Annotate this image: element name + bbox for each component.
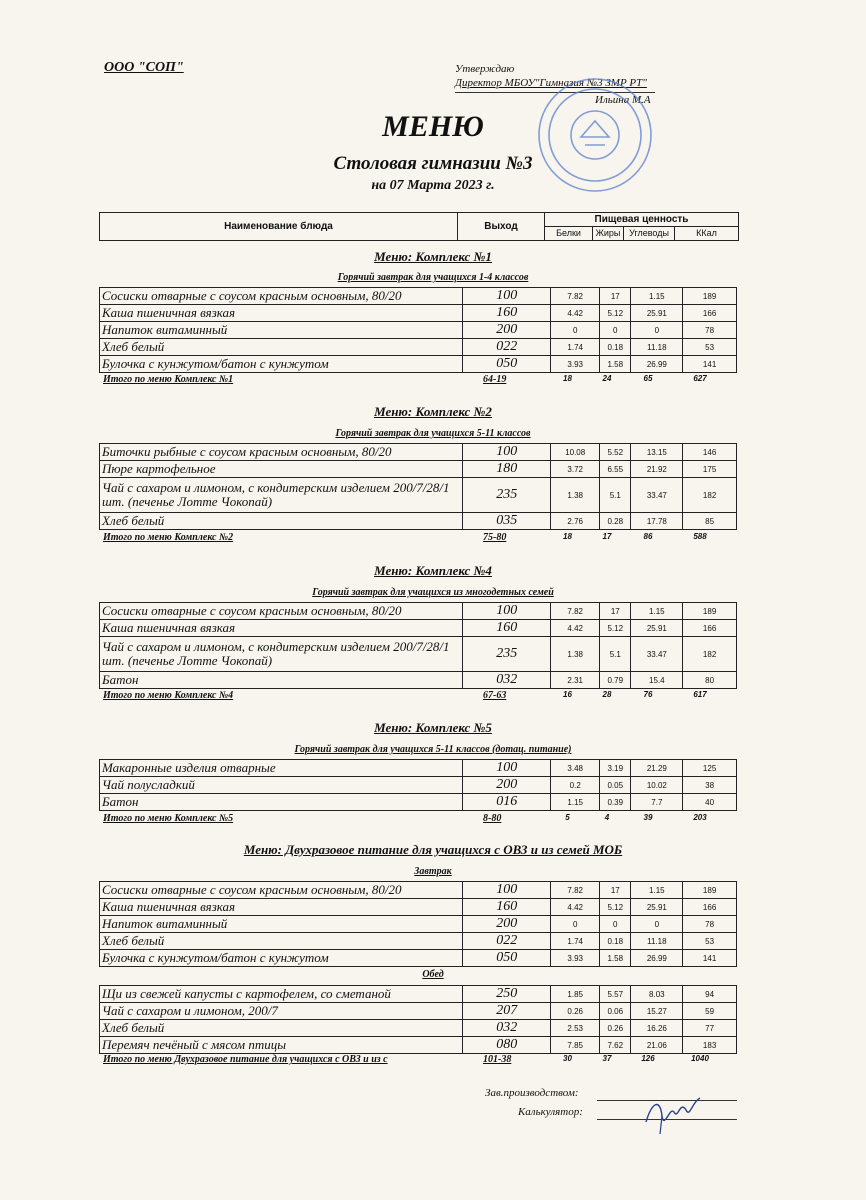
dish-output: 100: [463, 882, 551, 899]
dish-table: [99, 985, 737, 1054]
section-group: Горячий завтрак для учащихся 5-11 классов: [335, 428, 531, 439]
dish-proteins: 10.08: [551, 444, 600, 461]
dish-name: Чай с сахаром и лимоном, 200/7: [100, 1003, 463, 1020]
dish-proteins: 1.85: [551, 986, 600, 1003]
dish-carbs: 25.91: [631, 305, 683, 322]
page-title: МЕНЮ: [382, 110, 484, 143]
total-b: 18: [563, 374, 572, 383]
dish-proteins: 1.38: [551, 478, 600, 513]
dish-carbs: 16.26: [631, 1020, 683, 1037]
dish-output: 160: [463, 899, 551, 916]
dish-fats: 0.18: [600, 933, 631, 950]
header-nutrition: Пищевая ценность: [545, 213, 738, 227]
table-row: [100, 933, 737, 950]
dish-fats: 5.12: [600, 899, 631, 916]
dish-output: 016: [463, 794, 551, 811]
dish-output: 032: [463, 1020, 551, 1037]
dish-fats: 0: [600, 322, 631, 339]
dish-kcal: 38: [683, 777, 737, 794]
company-name: ООО "СОП": [104, 60, 184, 75]
dish-name: Напиток витаминный: [100, 916, 463, 933]
dish-proteins: 7.85: [551, 1037, 600, 1054]
dish-kcal: 189: [683, 603, 737, 620]
lunch-label: Обед: [422, 969, 444, 980]
dish-fats: 17: [600, 603, 631, 620]
table-row: [100, 603, 737, 620]
header-proteins: Белки: [545, 227, 593, 240]
dish-name: Чай с сахаром и лимоном, с кондитерским изделием 200/7/28/1 шт. (печенье Лотте Чокопай): [100, 478, 463, 513]
total-output: 8-80: [483, 813, 502, 824]
header-fats: Жиры: [593, 227, 624, 240]
section-title: Меню: Комплекс №2: [374, 404, 492, 419]
dish-table: [99, 759, 737, 811]
dish-name: Хлеб белый: [100, 1020, 463, 1037]
dish-output: 050: [463, 356, 551, 373]
dish-output: 160: [463, 620, 551, 637]
total-b: 18: [563, 532, 572, 541]
table-row: [100, 444, 737, 461]
dish-carbs: 1.15: [631, 882, 683, 899]
total-output: 67-63: [483, 690, 507, 701]
dish-kcal: 40: [683, 794, 737, 811]
dish-proteins: 0: [551, 916, 600, 933]
dish-name: Хлеб белый: [100, 933, 463, 950]
table-row: [100, 672, 737, 689]
dish-kcal: 189: [683, 288, 737, 305]
dish-carbs: 1.15: [631, 288, 683, 305]
table-row: [100, 513, 737, 530]
dish-fats: 7.62: [600, 1037, 631, 1054]
total-output: 75-80: [483, 532, 507, 543]
total-c: 65: [643, 374, 653, 383]
dish-fats: 5.12: [600, 620, 631, 637]
dish-output: 100: [463, 444, 551, 461]
total-b: 5: [565, 813, 570, 822]
section-title: Меню: Комплекс №1: [374, 249, 492, 264]
dish-name: Щи из свежей капусты с картофелем, со сметаной: [100, 986, 463, 1003]
dish-fats: 0.05: [600, 777, 631, 794]
table-row: [100, 986, 737, 1003]
dish-kcal: 53: [683, 339, 737, 356]
dish-carbs: 21.92: [631, 461, 683, 478]
dish-fats: 6.55: [600, 461, 631, 478]
dish-proteins: 1.38: [551, 637, 600, 672]
table-row: [100, 1037, 737, 1054]
total-f: 37: [602, 1054, 612, 1063]
dish-carbs: 11.18: [631, 339, 683, 356]
dish-carbs: 0: [631, 322, 683, 339]
table-row: [100, 899, 737, 916]
dish-carbs: 8.03: [631, 986, 683, 1003]
dish-fats: 0: [600, 916, 631, 933]
total-label: Итого по меню Комплекс №1: [103, 374, 234, 385]
dish-output: 100: [463, 603, 551, 620]
table-row: [100, 794, 737, 811]
table-row: [100, 777, 737, 794]
total-output: 64-19: [483, 374, 507, 385]
dish-carbs: 21.06: [631, 1037, 683, 1054]
dish-carbs: 15.4: [631, 672, 683, 689]
breakfast-label: Завтрак: [414, 866, 452, 877]
dish-output: 100: [463, 760, 551, 777]
dish-output: 200: [463, 916, 551, 933]
dish-proteins: 0.26: [551, 1003, 600, 1020]
two-meal-title: Меню: Двухразовое питание для учащихся с ОВЗ и из семей МОБ: [243, 842, 623, 857]
dish-carbs: 25.91: [631, 899, 683, 916]
total-row: [103, 374, 737, 386]
dish-output: 022: [463, 933, 551, 950]
table-row: [100, 882, 737, 899]
dish-proteins: 3.93: [551, 950, 600, 967]
section-title: Меню: Комплекс №4: [374, 563, 492, 578]
dish-fats: 1.58: [600, 356, 631, 373]
section-title: Меню: Комплекс №5: [374, 720, 492, 735]
dish-output: 032: [463, 672, 551, 689]
total-k: 1040: [691, 1054, 709, 1063]
dish-kcal: 125: [683, 760, 737, 777]
menu-date: на 07 Марта 2023 г.: [371, 178, 495, 193]
dish-name: Напиток витаминный: [100, 322, 463, 339]
dish-name: Хлеб белый: [100, 339, 463, 356]
dish-proteins: 3.72: [551, 461, 600, 478]
dish-carbs: 26.99: [631, 950, 683, 967]
table-row: [100, 637, 737, 672]
table-row: [100, 305, 737, 322]
dish-kcal: 166: [683, 620, 737, 637]
dish-fats: 5.1: [600, 637, 631, 672]
dish-name: Каша пшеничная вязкая: [100, 305, 463, 322]
dish-proteins: 1.74: [551, 933, 600, 950]
dish-carbs: 10.02: [631, 777, 683, 794]
dish-name: Булочка с кунжутом/батон с кунжутом: [100, 356, 463, 373]
dish-name: Каша пшеничная вязкая: [100, 899, 463, 916]
dish-fats: 5.12: [600, 305, 631, 322]
dish-proteins: 0.2: [551, 777, 600, 794]
dish-proteins: 3.48: [551, 760, 600, 777]
total-label: Итого по меню Комплекс №5: [103, 813, 234, 824]
dish-output: 035: [463, 513, 551, 530]
dish-name: Батон: [100, 672, 463, 689]
dish-carbs: 0: [631, 916, 683, 933]
table-header: [99, 212, 739, 241]
total-c: 86: [643, 532, 653, 541]
dish-carbs: 17.78: [631, 513, 683, 530]
table-row: [100, 1003, 737, 1020]
total-f: 4: [604, 813, 610, 822]
dish-carbs: 26.99: [631, 356, 683, 373]
table-row: [100, 356, 737, 373]
dish-kcal: 80: [683, 672, 737, 689]
dish-proteins: 2.53: [551, 1020, 600, 1037]
dish-output: 235: [463, 478, 551, 513]
dish-kcal: 141: [683, 950, 737, 967]
header-kcal: ККал: [696, 228, 717, 238]
dish-proteins: 4.42: [551, 305, 600, 322]
dish-name: Батон: [100, 794, 463, 811]
section-group: Горячий завтрак для учащихся из многодетных семей: [312, 587, 554, 598]
dish-output: 207: [463, 1003, 551, 1020]
dish-kcal: 175: [683, 461, 737, 478]
dish-kcal: 183: [683, 1037, 737, 1054]
dish-carbs: 33.47: [631, 478, 683, 513]
dish-name: Сосиски отварные с соусом красным основным, 80/20: [100, 288, 463, 305]
section-group: Горячий завтрак для учащихся 5-11 классов (дотац. питание): [294, 744, 572, 755]
approval-director: Директор МБОУ"Гимназия №3 ЗМР РТ": [455, 77, 647, 89]
dish-kcal: 94: [683, 986, 737, 1003]
total-row: [103, 532, 737, 544]
dish-output: 200: [463, 777, 551, 794]
total-c: 39: [643, 813, 653, 822]
dish-kcal: 59: [683, 1003, 737, 1020]
dish-output: 250: [463, 986, 551, 1003]
dish-output: 050: [463, 950, 551, 967]
dish-name: Булочка с кунжутом/батон с кунжутом: [100, 950, 463, 967]
dish-kcal: 85: [683, 513, 737, 530]
dish-carbs: 7.7: [631, 794, 683, 811]
dish-kcal: 146: [683, 444, 737, 461]
total-k: 203: [693, 813, 707, 822]
section-group: Горячий завтрак для учащихся 1-4 классов: [337, 272, 529, 283]
header-name: Наименование блюда: [100, 213, 458, 240]
total-k: 627: [693, 374, 707, 383]
page-subtitle: Столовая гимназии №3: [333, 153, 533, 174]
dish-proteins: 7.82: [551, 882, 600, 899]
dish-table: [99, 881, 737, 967]
dish-name: Сосиски отварные с соусом красным основным, 80/20: [100, 882, 463, 899]
dish-output: 022: [463, 339, 551, 356]
dish-fats: 0.06: [600, 1003, 631, 1020]
total-output: 101-38: [483, 1054, 512, 1065]
dish-fats: 5.52: [600, 444, 631, 461]
total-label: Итого по меню Комплекс №4: [103, 690, 234, 701]
dish-fats: 5.1: [600, 478, 631, 513]
dish-proteins: 7.82: [551, 603, 600, 620]
dish-proteins: 0: [551, 322, 600, 339]
dish-proteins: 3.93: [551, 356, 600, 373]
table-row: [100, 322, 737, 339]
dish-proteins: 2.76: [551, 513, 600, 530]
dish-output: 100: [463, 288, 551, 305]
table-row: [100, 916, 737, 933]
dish-fats: 0.28: [600, 513, 631, 530]
dish-fats: 1.58: [600, 950, 631, 967]
dish-kcal: 141: [683, 356, 737, 373]
dish-table: [99, 443, 737, 530]
dish-carbs: 21.29: [631, 760, 683, 777]
dish-name: Сосиски отварные с соусом красным основным, 80/20: [100, 603, 463, 620]
dish-fats: 5.57: [600, 986, 631, 1003]
table-row: [100, 620, 737, 637]
total-row: [103, 690, 737, 702]
total-f: 24: [602, 374, 612, 383]
dish-name: Перемяч печёный с мясом птицы: [100, 1037, 463, 1054]
dish-proteins: 7.82: [551, 288, 600, 305]
dish-kcal: 182: [683, 637, 737, 672]
total-label: Итого по меню Двухразовое питание для учащихся с ОВЗ и из с: [103, 1054, 388, 1065]
dish-carbs: 13.15: [631, 444, 683, 461]
dish-proteins: 1.15: [551, 794, 600, 811]
calc-label: Калькулятор:: [518, 1106, 583, 1118]
total-f: 28: [602, 690, 612, 699]
handwritten-signature: [640, 1092, 710, 1136]
dish-name: Макаронные изделия отварные: [100, 760, 463, 777]
dish-proteins: 1.74: [551, 339, 600, 356]
dish-kcal: 78: [683, 322, 737, 339]
table-row: [100, 478, 737, 513]
dish-output: 180: [463, 461, 551, 478]
dish-proteins: 2.31: [551, 672, 600, 689]
total-row: [103, 813, 737, 825]
header-carbs: Углеводы: [624, 227, 675, 240]
total-k: 617: [693, 690, 707, 699]
total-c: 126: [641, 1054, 655, 1063]
dish-proteins: 4.42: [551, 620, 600, 637]
dish-output: 080: [463, 1037, 551, 1054]
dish-kcal: 166: [683, 899, 737, 916]
dish-fats: 0.26: [600, 1020, 631, 1037]
dish-name: Каша пшеничная вязкая: [100, 620, 463, 637]
dish-name: Чай с сахаром и лимоном, с кондитерским изделием 200/7/28/1 шт. (печенье Лотте Чокопай): [100, 637, 463, 672]
dish-name: Чай полусладкий: [100, 777, 463, 794]
dish-fats: 17: [600, 882, 631, 899]
table-row: [100, 288, 737, 305]
dish-kcal: 53: [683, 933, 737, 950]
header-output: Выход: [458, 213, 545, 240]
dish-name: Пюре картофельное: [100, 461, 463, 478]
total-f: 17: [602, 532, 612, 541]
table-row: [100, 950, 737, 967]
table-row: [100, 339, 737, 356]
dish-fats: 0.39: [600, 794, 631, 811]
dish-output: 200: [463, 322, 551, 339]
table-row: [100, 461, 737, 478]
total-k: 588: [693, 532, 707, 541]
dish-fats: 0.18: [600, 339, 631, 356]
dish-carbs: 15.27: [631, 1003, 683, 1020]
dish-name: Биточки рыбные с соусом красным основным, 80/20: [100, 444, 463, 461]
dish-proteins: 4.42: [551, 899, 600, 916]
dish-carbs: 1.15: [631, 603, 683, 620]
dish-fats: 0.79: [600, 672, 631, 689]
total-b: 30: [563, 1054, 572, 1063]
dish-kcal: 166: [683, 305, 737, 322]
dish-carbs: 33.47: [631, 637, 683, 672]
total-label: Итого по меню Комплекс №2: [103, 532, 234, 543]
dish-kcal: 182: [683, 478, 737, 513]
approval-name: Ильина М.А: [595, 94, 651, 106]
table-row: [100, 760, 737, 777]
dish-table: [99, 287, 737, 373]
dish-fats: 17: [600, 288, 631, 305]
total-c: 76: [643, 690, 653, 699]
dish-carbs: 25.91: [631, 620, 683, 637]
dish-fats: 3.19: [600, 760, 631, 777]
dish-kcal: 78: [683, 916, 737, 933]
total-b: 16: [563, 690, 572, 699]
dish-table: [99, 602, 737, 689]
dish-carbs: 11.18: [631, 933, 683, 950]
table-row: [100, 1020, 737, 1037]
dish-kcal: 77: [683, 1020, 737, 1037]
approval-title: Утверждаю: [455, 63, 515, 75]
dish-kcal: 189: [683, 882, 737, 899]
dish-name: Хлеб белый: [100, 513, 463, 530]
dish-output: 235: [463, 637, 551, 672]
total-row: [103, 1054, 737, 1066]
dish-output: 160: [463, 305, 551, 322]
chief-label: Зав.производством:: [485, 1087, 579, 1099]
